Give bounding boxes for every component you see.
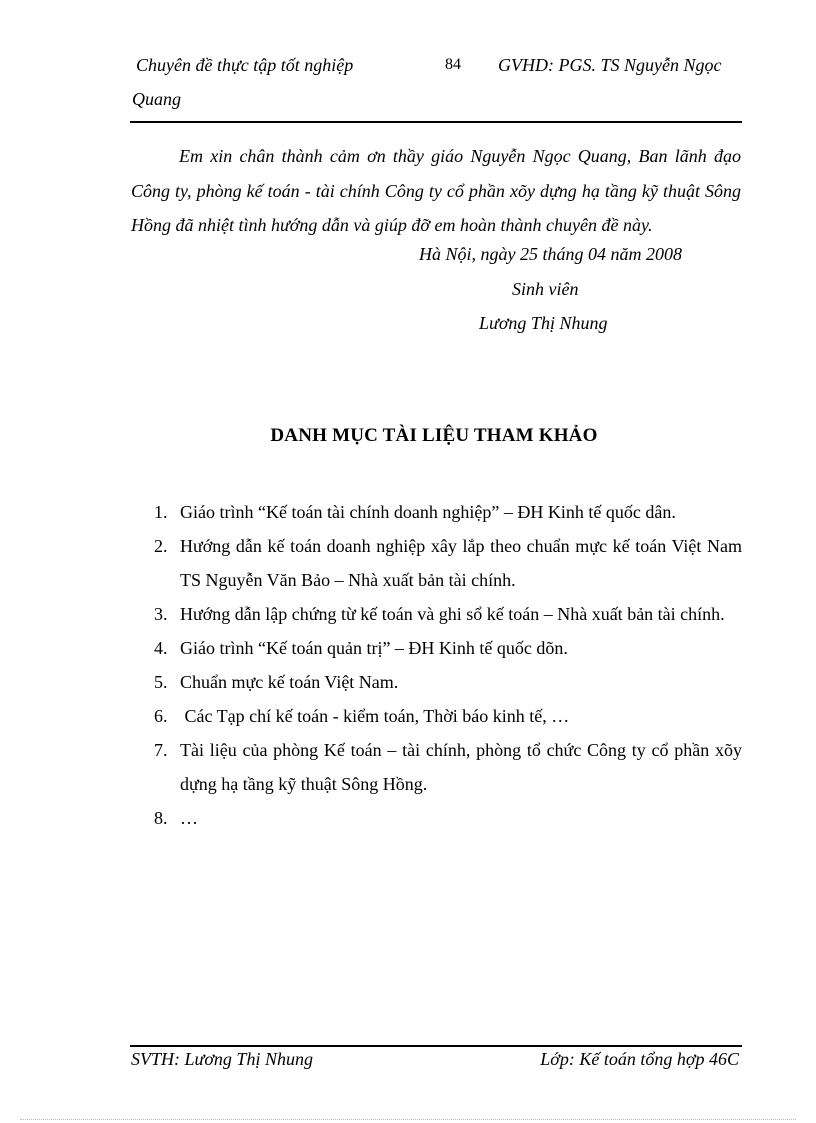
signature-date: Hà Nội, ngày 25 tháng 04 năm 2008 <box>419 244 682 264</box>
signature-name: Lương Thị Nhung <box>479 313 608 333</box>
list-item-text: Chuẩn mực kế toán Việt Nam. <box>180 672 399 692</box>
footer-student: SVTH: Lương Thị Nhung <box>131 1049 313 1069</box>
list-item <box>146 801 742 835</box>
header-divider <box>130 121 742 123</box>
list-item-text: Hướng dẫn lập chứng từ kế toán và ghi sổ kế toán – Nhà xuất bản tài chính. <box>180 604 725 624</box>
list-item-text: Tài liệu của phòng Kế toán – tài chính, phòng tổ chức Công ty cổ phần xõy dựng hạ tầng kỹ thuật Sông Hồng. <box>180 740 742 794</box>
references-title: DANH MỤC TÀI LIỆU THAM KHẢO <box>270 425 598 446</box>
header-title: Chuyên đề thực tập tốt nghiệp <box>136 55 354 75</box>
list-item <box>146 699 742 733</box>
list-item-number: 2. <box>154 536 168 556</box>
list-item-text: Giáo trình “Kế toán tài chính doanh nghiệp” – ĐH Kinh tế quốc dân. <box>180 502 676 522</box>
list-item <box>146 733 742 801</box>
header-advisor: GVHD: PGS. TS Nguyễn Ngọc <box>498 55 722 75</box>
list-item-number: 3. <box>154 604 168 624</box>
footer-class: Lớp: Kế toán tổng hợp 46C <box>540 1049 739 1069</box>
header-advisor-wrap: Quang <box>132 89 181 109</box>
references-list <box>146 495 742 835</box>
list-item-number: 7. <box>154 740 168 760</box>
footer-divider <box>130 1045 742 1047</box>
list-item <box>146 529 742 597</box>
acknowledgement-paragraph: Em xin chân thành cảm ơn thầy giáo Nguyễn Ngọc Quang, Ban lãnh đạo Công ty, phòng kế toán - tài chính Công ty cổ phần xõy dựng hạ tầng kỹ thuật Sông Hồng đã nhiệt tình hướng dẫn và giúp đỡ em hoàn thành chuyên đề này. <box>131 146 741 235</box>
list-item-text: … <box>180 808 198 828</box>
list-item-number: 4. <box>154 638 168 658</box>
list-item-text: Hướng dẫn kế toán doanh nghiệp xây lắp theo chuẩn mực kế toán Việt Nam TS Nguyễn Văn Bảo – Nhà xuất bản tài chính. <box>180 536 742 590</box>
list-item <box>146 631 742 665</box>
signature-role: Sinh viên <box>512 279 579 299</box>
list-item-number: 6. <box>154 706 168 726</box>
list-item-number: 1. <box>154 502 168 522</box>
page-number: 84 <box>445 56 461 73</box>
list-item-number: 5. <box>154 672 168 692</box>
page-bottom-dotted-line <box>20 1119 796 1120</box>
list-item-number: 8. <box>154 808 168 828</box>
list-item <box>146 597 742 631</box>
list-item <box>146 495 742 529</box>
list-item-text: Giáo trình “Kế toán quản trị” – ĐH Kinh tế quốc dõn. <box>180 638 568 658</box>
list-item-text: Các Tạp chí kế toán - kiểm toán, Thời báo kinh tế, … <box>180 706 570 726</box>
list-item <box>146 665 742 699</box>
